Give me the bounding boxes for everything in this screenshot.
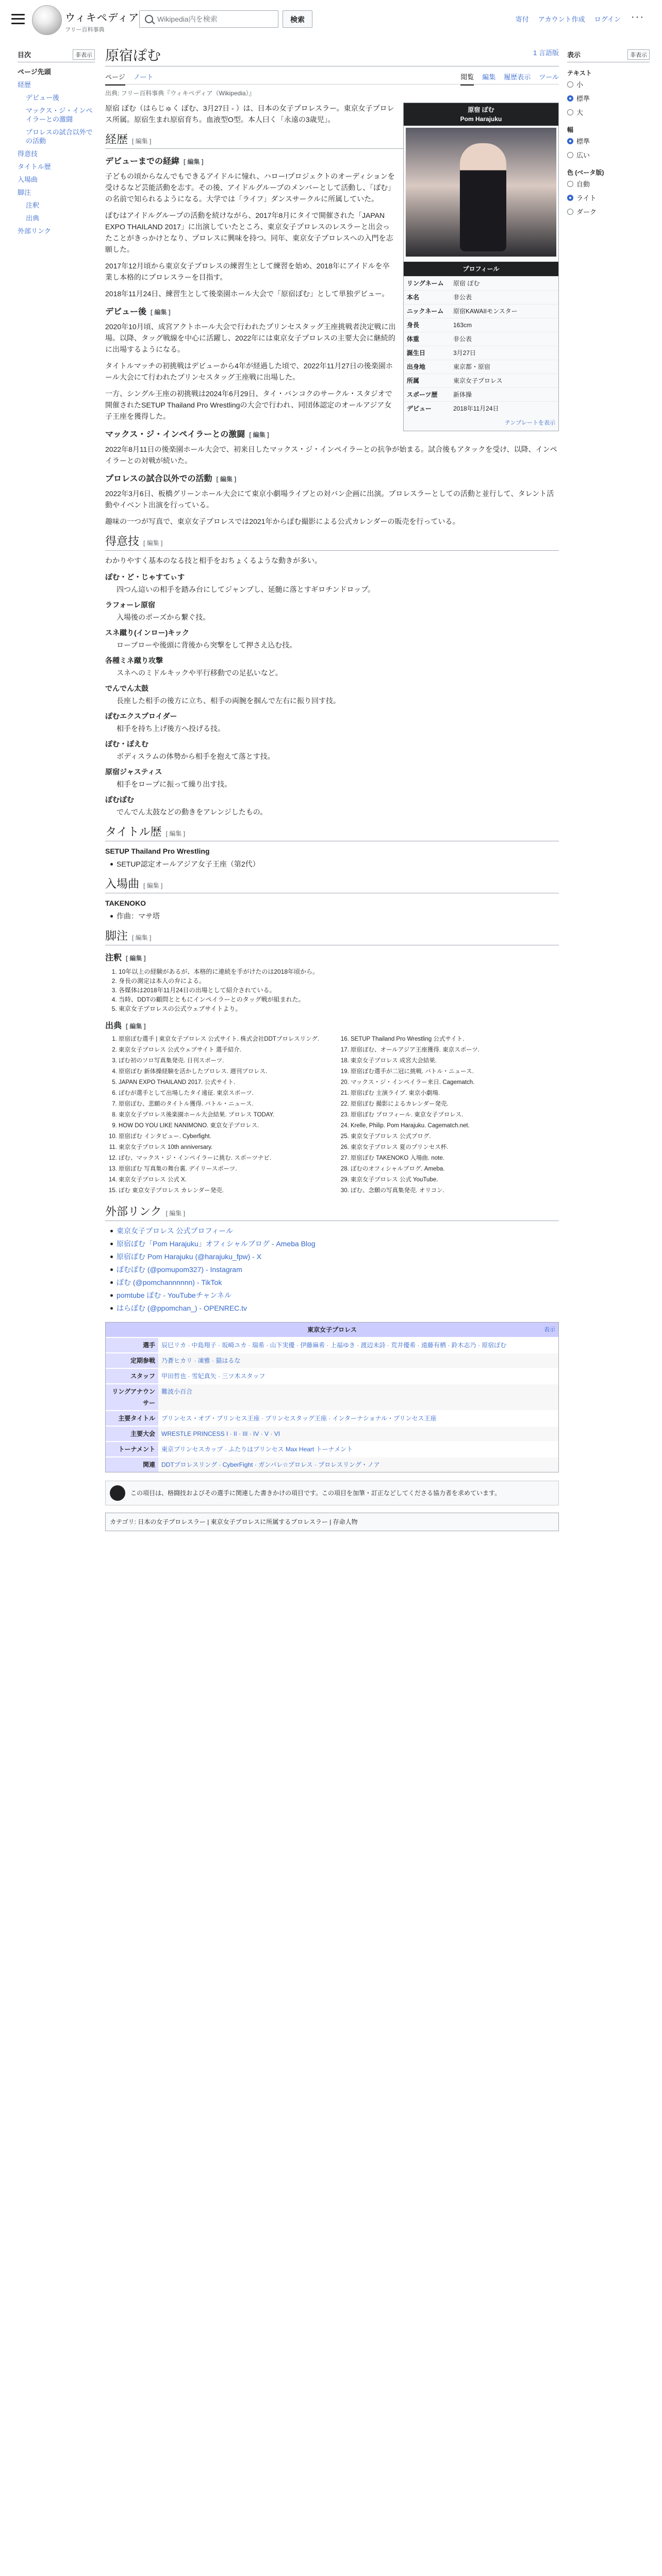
heading-text: 得意技 xyxy=(105,535,140,548)
reference-item[interactable]: 15. ぽむ 東京女子プロレス カレンダー発売. xyxy=(119,1187,327,1195)
subsection-notes xyxy=(105,953,559,964)
search-icon xyxy=(145,15,153,23)
reference-item[interactable]: 19. 原宿ぽむ選手が二冠に挑戦. バトル・ニュース. xyxy=(351,1067,559,1076)
reference-item[interactable]: 29. 東京女子プロレス 公式 YouTube. xyxy=(351,1176,559,1184)
edit-link[interactable]: [ 編集 ] xyxy=(166,830,185,837)
infobox-row xyxy=(404,332,558,346)
width-standard[interactable] xyxy=(567,134,650,148)
infobox-row xyxy=(404,401,558,415)
heading-text: 脚注 xyxy=(105,930,128,943)
navbox-group: リングアナウンサー xyxy=(106,1384,158,1410)
notes-list xyxy=(105,967,559,1013)
section-external-links xyxy=(105,1207,559,1221)
infobox-row xyxy=(404,290,558,304)
reference-item[interactable]: 30. ぽむ、念願の写真集発売. オリコン. xyxy=(351,1187,559,1195)
wikipedia-logo[interactable] xyxy=(32,5,62,35)
paragraph: 2020年10月頃、成宮アクトホール大会で行われたプリンセスタッグ王座挑戦者決定戦に出場。以降、タッグ戦線を中心に活躍し、2022年には東京女子プロレスの主要大会に継続的に出場するようになる。 xyxy=(105,323,396,353)
navbox-group: 主要大会 xyxy=(106,1427,158,1441)
infobox-row xyxy=(404,346,558,360)
toc-title: 目次 xyxy=(18,51,31,59)
navbox-group: 主要タイトル xyxy=(106,1411,158,1426)
paragraph: 2018年11月24日、練習生として後楽園ホール大会で「原宿ぽむ」として単独デビュー。 xyxy=(105,290,389,298)
infobox-value: 非公表 xyxy=(453,335,472,343)
navbox-group: トーナメント xyxy=(106,1442,158,1456)
infobox-key: 身長 xyxy=(407,321,420,329)
navbox-list[interactable]: 辰巳リカ · 中島翔子 · 坂崎ユカ · 瑞希 · 山下実優 · 伊藤麻希 · 上福ゆき · 渡辺未詩 · 荒井優希 · 遠藤有栖 · 鈴木志乃 · 原宿ぽむ xyxy=(158,1338,558,1352)
move-description: 相手をロープに振って繰り出す技。 xyxy=(117,780,232,788)
tab-talk[interactable]: ノート xyxy=(133,73,154,81)
navbox-row xyxy=(106,1337,558,1352)
infobox-key: 出身地 xyxy=(407,363,426,370)
move-name: ラフォーレ原宿 xyxy=(105,601,156,609)
wordmark[interactable] xyxy=(65,9,139,33)
navbox-list[interactable]: DDTプロレスリング · CyberFight · ガンバレ☆プロレス · プロレスリング・ノア xyxy=(158,1458,558,1472)
theme-title: TAKENOKO xyxy=(105,899,146,907)
reference-item[interactable]: 14. 東京女子プロレス 公式 X. xyxy=(119,1176,327,1184)
move-name: 原宿ジャスティス xyxy=(105,768,162,776)
navbox-row xyxy=(106,1383,558,1410)
option-label: 広い xyxy=(576,151,590,159)
move-description: ローブローや後頭に背後から突撃をして押さえ込む技。 xyxy=(117,641,297,649)
stub-notice xyxy=(105,1481,559,1505)
references xyxy=(105,1035,559,1197)
stub-text: この項目は、格闘技およびその選手に関連した書きかけの項目です。この項目を加筆・訂正などしてくださる協力者を求めています。 xyxy=(130,1489,501,1497)
heading-text: 出典 xyxy=(105,1022,122,1030)
heading-text: 入場曲 xyxy=(105,878,140,891)
section-notes xyxy=(105,931,559,945)
appearance-hide-button[interactable]: 非表示 xyxy=(627,49,650,60)
reference-item[interactable]: 24. Krelle, Philip. Pom Harajuku. Cagematch.net. xyxy=(351,1122,559,1130)
infobox-value: 新体操 xyxy=(453,391,472,398)
move-description: でんでん太鼓などの動きをアレンジしたもの。 xyxy=(117,808,268,816)
infobox xyxy=(403,103,559,431)
navbox-row xyxy=(106,1352,558,1368)
text-size-standard[interactable] xyxy=(567,91,650,105)
navbox xyxy=(105,1322,559,1472)
navbox-list[interactable]: 甲田哲也 · 雪妃真矢 · 三ツ木スタッフ xyxy=(158,1369,558,1383)
paragraph: 2017年12月頃から東京女子プロレスの練習生として練習を始め、2018年にアイドルを卒業し本格的にプロレスラーを目指す。 xyxy=(105,262,390,281)
edit-link[interactable]: [ 編集 ] xyxy=(126,1023,146,1030)
paragraph: ぽむはアイドルグループの活動を続けながら、2017年8月にタイで開催された「JAPAN EXPO THAILAND 2017」に出演していたところ、東京女子プロレスのレスラーと出会ったことがきっかけとなり、プロレスに興味を持つ。同年、東京女子プロレスへの入門を志願した。 xyxy=(105,211,393,253)
wordmark-tagline: フリー百科事典 xyxy=(65,27,105,33)
move-description: 長座した相手の後方に立ち、相手の両腕を掴んで左右に振り回す技。 xyxy=(117,697,340,705)
heading-text: 注釈 xyxy=(105,954,122,962)
login-link[interactable]: ログイン xyxy=(594,15,621,23)
paragraph: 子どもの頃からなんでもできるアイドルに憧れ、ハロー!プロジェクトのオーディションを受けるなど芸能活動を志す。その後、アイドルグループのメンバーとして活動し、「ぽむ」の名前で知られるようになる。大学では「ライフ」ダンスサークルに所属していた。 xyxy=(105,172,395,203)
move-name: 各種ミネ蹴り攻撃 xyxy=(105,656,163,665)
search-button[interactable]: 検索 xyxy=(283,10,312,28)
edit-link[interactable]: [ 編集 ] xyxy=(184,158,204,165)
reference-item[interactable]: 6. ぽむが選手として出場したタイ遠征. 東京スポーツ. xyxy=(119,1089,327,1098)
toc-item[interactable]: 得意技 xyxy=(18,150,38,158)
wrestling-icon xyxy=(110,1485,125,1501)
infobox-name: 原宿 ぽむ xyxy=(468,106,494,113)
text-size-large[interactable] xyxy=(567,105,650,119)
infobox-value: 3月27日 xyxy=(453,349,476,357)
categories[interactable]: カテゴリ: 日本の女子プロレスラー | 東京女子プロレスに所属するプロレスラー | 存命人物 xyxy=(105,1513,559,1531)
infobox-key: 所属 xyxy=(407,377,420,384)
search-placeholder: Wikipedia内を検索 xyxy=(157,15,218,23)
note-item: 1. 10年以上の経験があるが、本格的に連続を手がけたのは2018年頃から。 xyxy=(119,967,559,976)
move-name: でんでん太鼓 xyxy=(105,684,148,692)
toc-item[interactable]: 外部リンク xyxy=(18,227,51,235)
radio-icon xyxy=(567,81,573,88)
external-link[interactable]: 東京女子プロレス 公式プロフィール xyxy=(105,1225,559,1236)
move-name: ぽむエクスプロイダー xyxy=(105,712,177,720)
edit-link[interactable]: [ 編集 ] xyxy=(132,934,152,941)
reference-item[interactable]: 5. JAPAN EXPO THAILAND 2017. 公式サイト. xyxy=(119,1078,327,1087)
paragraph: 2022年3月6日、板橋グリーンホール大会にて東京小劇場ライブとの対バン企画に出演。プロレスラーとしての活動と並行して、タレント活動やイベント出演を行っている。 xyxy=(105,489,554,509)
infobox-value: 東京都・原宿 xyxy=(453,363,491,370)
edit-link[interactable]: [ 編集 ] xyxy=(126,955,146,962)
paragraph: 一方、シングル王座の初挑戦は2024年6月29日、タイ・バンコクのサークル・スタジオで開催されたSETUP Thailand Pro Wrestlingの大会で行われ、同団体認定のオールアジア女子王座を獲得した。 xyxy=(105,389,392,420)
section-titles xyxy=(105,827,559,841)
note-item: 2. 身長の測定は本人の弁による。 xyxy=(119,976,559,986)
infobox-row xyxy=(404,318,558,332)
navbox-list[interactable]: 東京プリンセスカップ · ふたりはプリンセス Max Heart トーナメント xyxy=(158,1442,558,1456)
edit-link[interactable]: [ 編集 ] xyxy=(143,882,163,889)
navbox-list[interactable]: 難波小百合 xyxy=(158,1384,558,1410)
move-description: 四つん這いの相手を踏み台にしてジャンプし、延髄に落とすギロチンドロップ。 xyxy=(117,585,375,594)
more-options-icon[interactable]: ··· xyxy=(631,11,644,23)
navbox-row xyxy=(106,1410,558,1426)
move-description: 入場後のポーズから繋ぐ技。 xyxy=(117,613,210,621)
reference-item[interactable]: 22. 原宿ぽむ 撮影によるカレンダー発売. xyxy=(351,1100,559,1109)
heading-text: タイトル歴 xyxy=(105,826,162,839)
infobox-value: 2018年11月24日 xyxy=(453,405,499,412)
note-item: 5. 東京女子プロレスの公式ウェブサイトより。 xyxy=(119,1004,559,1013)
infobox-value: 原宿KAWAIIモンスター xyxy=(453,308,518,315)
edit-link[interactable]: [ 編集 ] xyxy=(132,138,152,145)
infobox-row xyxy=(404,374,558,387)
paragraph: 趣味の一つが写真で、東京女子プロレスでは2021年からぽむ撮影による公式カレンダーの販売を行っている。 xyxy=(105,517,460,526)
toc-item[interactable]: 入場曲 xyxy=(18,176,38,183)
navbox-row xyxy=(106,1368,558,1383)
move-description: 相手を持ち上げ後方へ投げる技。 xyxy=(117,724,225,733)
toc-item[interactable]: 脚注 xyxy=(18,189,31,196)
text-size-label: テキスト xyxy=(567,70,592,77)
page-tabs xyxy=(105,66,559,84)
external-link[interactable]: ぽむぽむ (@pomupom327) - Instagram xyxy=(105,1264,559,1275)
color-label: 色 (ベータ版) xyxy=(567,169,604,176)
infobox-key: 誕生日 xyxy=(407,349,426,357)
subsection-refs xyxy=(105,1021,559,1032)
reference-item[interactable]: 25. 東京女子プロレス 公式ブログ. xyxy=(351,1132,559,1141)
section-moves xyxy=(105,536,559,551)
reference-item[interactable]: 4. 原宿ぽむ 新体操経験を活かしたプロレス. 週刊プロレス. xyxy=(119,1067,327,1076)
infobox-key: リングネーム xyxy=(407,280,444,287)
toc-hide-button[interactable]: 非表示 xyxy=(73,49,95,60)
radio-selected-icon xyxy=(567,138,573,144)
reference-item[interactable]: 23. 原宿ぽむ プロフィール. 東京女子プロレス. xyxy=(351,1111,559,1120)
infobox-row xyxy=(404,276,558,290)
external-link[interactable]: 原宿ぽむ Pom Harajuku (@harajuku_fpw) - X xyxy=(105,1251,559,1262)
external-link[interactable]: pomtube ぽむ - YouTubeチャンネル xyxy=(105,1290,559,1301)
toc-item[interactable]: デビュー後 xyxy=(26,94,60,101)
option-label: 標準 xyxy=(576,138,590,145)
move-description: ボディスラムの体勢から相手を抱えて落とす技。 xyxy=(117,752,275,760)
theme-item: 作曲：マサ塔 xyxy=(105,910,559,922)
paragraph: 2022年8月11日の後楽園ホール大会で、初来日したマックス・ジ・インペイラーとの抗争が始まる。試合後もアタックを受け、以降、インペイラーとの対戦が続いた。 xyxy=(105,445,557,465)
move-name: ぽむぽむ xyxy=(105,795,134,804)
reference-item[interactable]: 26. 東京女子プロレス 夏のプリンセス杯. xyxy=(351,1143,559,1152)
heading-text: プロレスの試合以外での活動 xyxy=(105,474,212,483)
width-label: 幅 xyxy=(567,126,574,133)
tab-edit[interactable]: 編集 xyxy=(482,73,496,81)
radio-icon xyxy=(567,181,573,187)
navbox-row xyxy=(106,1441,558,1456)
table-of-contents xyxy=(18,49,95,241)
option-label: 標準 xyxy=(576,95,590,103)
infobox-key: デビュー xyxy=(407,405,432,412)
navbox-group: 定期参戦 xyxy=(106,1353,158,1368)
navbox-list[interactable]: WRESTLE PRINCESS I · II · III · IV · V · VI xyxy=(158,1427,558,1441)
appearance-panel xyxy=(567,49,650,218)
move-name: スネ蹴り(インロー)キック xyxy=(105,629,190,637)
article-source: 出典: フリー百科事典『ウィキペディア（Wikipedia）』 xyxy=(105,90,255,97)
title-organization: SETUP Thailand Pro Wrestling xyxy=(105,847,210,855)
radio-icon xyxy=(567,109,573,115)
radio-icon xyxy=(567,152,573,158)
wordmark-title: ウィキペディア xyxy=(65,11,140,24)
move-description: スネへのミドルキックや平行移動での足払いなど。 xyxy=(117,669,283,677)
width-wide[interactable] xyxy=(567,148,650,162)
toc-item[interactable]: ページ先頭 xyxy=(18,68,51,76)
reference-item[interactable]: 10. 原宿ぽむ インタビュー. Cyberfight. xyxy=(119,1132,327,1141)
reference-item[interactable]: 3. ぽむ初のソロ写真集発売. 日刊スポーツ. xyxy=(119,1057,327,1065)
reference-item[interactable]: 20. マックス・ジ・インペイラー来日. Cagematch. xyxy=(351,1078,559,1087)
title-item: SETUP認定オールアジア女子王座（第2代） xyxy=(105,858,559,870)
edit-link[interactable]: [ 編集 ] xyxy=(166,1210,185,1217)
heading-text: 経歴 xyxy=(105,133,128,146)
reference-item[interactable]: 27. 原宿ぽむ TAKENOKO 入場曲. note. xyxy=(351,1154,559,1163)
external-link[interactable]: はらぽむ (@ppomchan_) - OPENREC.tv xyxy=(105,1302,559,1314)
toc-item[interactable]: 注釈 xyxy=(26,201,40,209)
toc-item[interactable]: 出典 xyxy=(26,214,40,222)
reference-item[interactable]: 7. 原宿ぽむ、悲願のタイトル獲得. バトル・ニュース. xyxy=(119,1100,327,1109)
wrestler-photo[interactable] xyxy=(406,128,556,257)
donate-link[interactable]: 寄付 xyxy=(515,15,529,23)
infobox-header xyxy=(404,103,558,126)
external-link[interactable]: 原宿ぽむ「Pom Harajuku」オフィシャルブログ - Ameba Blog xyxy=(105,1238,559,1249)
infobox-row xyxy=(404,387,558,401)
move-name: ぽむ・ぽえむ xyxy=(105,740,148,748)
paragraph: タイトルマッチの初挑戦はデビューから4年が経過した頃で、2022年11月27日の後楽園ホール大会にて行われたプリンセスタッグ王座戦に出場した。 xyxy=(105,362,393,381)
color-light[interactable] xyxy=(567,191,650,205)
option-label: 大 xyxy=(576,109,584,116)
navbox-list[interactable]: プリンセス・オブ・プリンセス王座 · プリンセスタッグ王座 · インターナショナル・プリンセス王座 xyxy=(158,1411,558,1426)
navbox-row xyxy=(106,1426,558,1441)
radio-selected-icon xyxy=(567,195,573,201)
toc-item[interactable]: プロレスの試合以外での活動 xyxy=(26,128,93,145)
color-dark[interactable] xyxy=(567,205,650,218)
infobox-row xyxy=(404,360,558,374)
navbox-group: スタッフ xyxy=(106,1369,158,1383)
infobox-value: 163cm xyxy=(453,321,472,329)
article-body xyxy=(105,103,559,1531)
tab-read[interactable]: 閲覧 xyxy=(460,72,474,86)
option-label: ダーク xyxy=(576,208,597,216)
external-link[interactable]: ぽむ (@pomchannnnnn) - TikTok xyxy=(105,1277,559,1288)
edit-link[interactable]: [ 編集 ] xyxy=(151,309,171,316)
search-input[interactable] xyxy=(139,10,278,28)
toc-item[interactable]: タイトル歴 xyxy=(18,163,51,171)
option-label: ライト xyxy=(576,194,597,202)
edit-link[interactable]: [ 編集 ] xyxy=(216,476,237,483)
reference-item[interactable]: 12. ぽむ、マックス・ジ・インペイラーに挑む. スポーツナビ. xyxy=(119,1154,327,1163)
infobox-key: ニックネーム xyxy=(407,308,444,315)
radio-icon xyxy=(567,209,573,215)
reference-item[interactable]: 18. 東京女子プロレス 成宮大会結果. xyxy=(351,1057,559,1065)
note-item: 4. 当時、DDTの顧問とともにインペイラーとのタッグ戦が組まれた。 xyxy=(119,995,559,1004)
reference-item[interactable]: 9. HOW DO YOU LIKE NANIMONO. 東京女子プロレス. xyxy=(119,1122,327,1130)
subsection-other-activity xyxy=(105,473,559,485)
moves-intro: わかりやすく基本のなる技と相手をおちょくるような動きが多い。 xyxy=(105,556,322,565)
header-links xyxy=(516,14,621,24)
radio-selected-icon xyxy=(567,95,573,101)
infobox-value: 東京女子プロレス xyxy=(453,377,503,384)
profile-header: プロフィール xyxy=(404,262,558,276)
heading-text: デビュー後 xyxy=(105,308,147,316)
infobox-romaji: Pom Harajuku xyxy=(460,115,502,123)
navbox-group: 関連 xyxy=(106,1458,158,1472)
infobox-value: 非公表 xyxy=(453,294,472,301)
tab-page[interactable]: ページ xyxy=(105,72,125,86)
language-button[interactable]: 1 言語版 xyxy=(533,49,559,57)
reference-item[interactable]: 16. SETUP Thailand Pro Wrestling 公式サイト. xyxy=(351,1035,559,1044)
reference-item[interactable]: 1. 原宿ぽむ選手 | 東京女子プロレス 公式サイト. 株式会社DDTプロレスリング. xyxy=(119,1035,327,1044)
navbox-list[interactable]: 乃蒼ヒカリ · 凍雅 · 猫はるな xyxy=(158,1353,558,1368)
heading-text: マックス・ジ・インペイラーとの激闘 xyxy=(105,430,245,439)
infobox-key: 本名 xyxy=(407,294,420,301)
reference-item[interactable]: 21. 原宿ぽむ 主演ライブ. 東京小劇場. xyxy=(351,1089,559,1098)
infobox-row xyxy=(404,304,558,318)
reference-item[interactable]: 28. ぽむのオフィシャルブログ. Ameba. xyxy=(351,1165,559,1174)
main-content xyxy=(105,41,559,1531)
page-title: 原宿ぽむ xyxy=(105,48,161,64)
edit-link[interactable]: [ 編集 ] xyxy=(143,539,163,547)
reference-item[interactable]: 17. 原宿ぽむ、オールアジア王座獲得. 東京スポーツ. xyxy=(351,1046,559,1055)
navbox-row xyxy=(106,1456,558,1472)
reference-item[interactable]: 2. 東京女子プロレス 公式ウェブサイト 選手紹介. xyxy=(119,1046,327,1055)
infobox-key: スポーツ歴 xyxy=(407,391,438,398)
reference-item[interactable]: 8. 東京女子プロレス後楽園ホール大会結果. プロレス TODAY. xyxy=(119,1111,327,1120)
infobox-key: 体重 xyxy=(407,335,420,343)
template-link[interactable]: テンプレートを表示 xyxy=(504,420,555,426)
toc-item[interactable]: マックス・ジ・インペイラーとの激闘 xyxy=(26,107,93,123)
option-label: 自動 xyxy=(576,180,590,188)
color-auto[interactable] xyxy=(567,177,650,191)
main-menu-icon[interactable] xyxy=(11,12,25,26)
appearance-title: 表示 xyxy=(567,51,581,59)
navbox-toggle[interactable]: 表示 xyxy=(544,1327,555,1333)
option-label: 小 xyxy=(576,81,584,89)
reference-item[interactable]: 13. 原宿ぽむ 写真集の舞台裏. デイリースポーツ. xyxy=(119,1165,327,1174)
site-header xyxy=(0,0,662,39)
reference-item[interactable]: 11. 東京女子プロレス 10th anniversary. xyxy=(119,1143,327,1152)
move-name: ぽむ・ど・じゃすてぃす xyxy=(105,573,185,581)
intro-paragraph: 原宿 ぽむ（はらじゅく ぽむ、3月27日 - ）は、日本の女子プロレスラー。東京女子プロレス所属。原宿生まれ原宿育ち。血液型O型。本人曰く「永遠の3歳児」。 xyxy=(105,104,394,124)
tab-history[interactable]: 履歴表示 xyxy=(504,73,531,81)
navbox-title: 東京女子プロレス xyxy=(307,1326,357,1333)
toc-item[interactable]: 経歴 xyxy=(18,81,31,89)
note-item: 3. 各媒体は2018年11月24日の出場として紹介されている。 xyxy=(119,986,559,995)
text-size-small[interactable] xyxy=(567,77,650,91)
section-theme xyxy=(105,879,559,893)
navbox-group: 選手 xyxy=(106,1338,158,1352)
tab-tools[interactable]: ツール xyxy=(539,73,559,81)
edit-link[interactable]: [ 編集 ] xyxy=(249,431,269,438)
create-account-link[interactable]: アカウント作成 xyxy=(538,15,585,23)
infobox-value: 原宿 ぽむ xyxy=(453,280,480,287)
heading-text: デビューまでの経緯 xyxy=(105,157,180,166)
heading-text: 外部リンク xyxy=(105,1206,162,1218)
